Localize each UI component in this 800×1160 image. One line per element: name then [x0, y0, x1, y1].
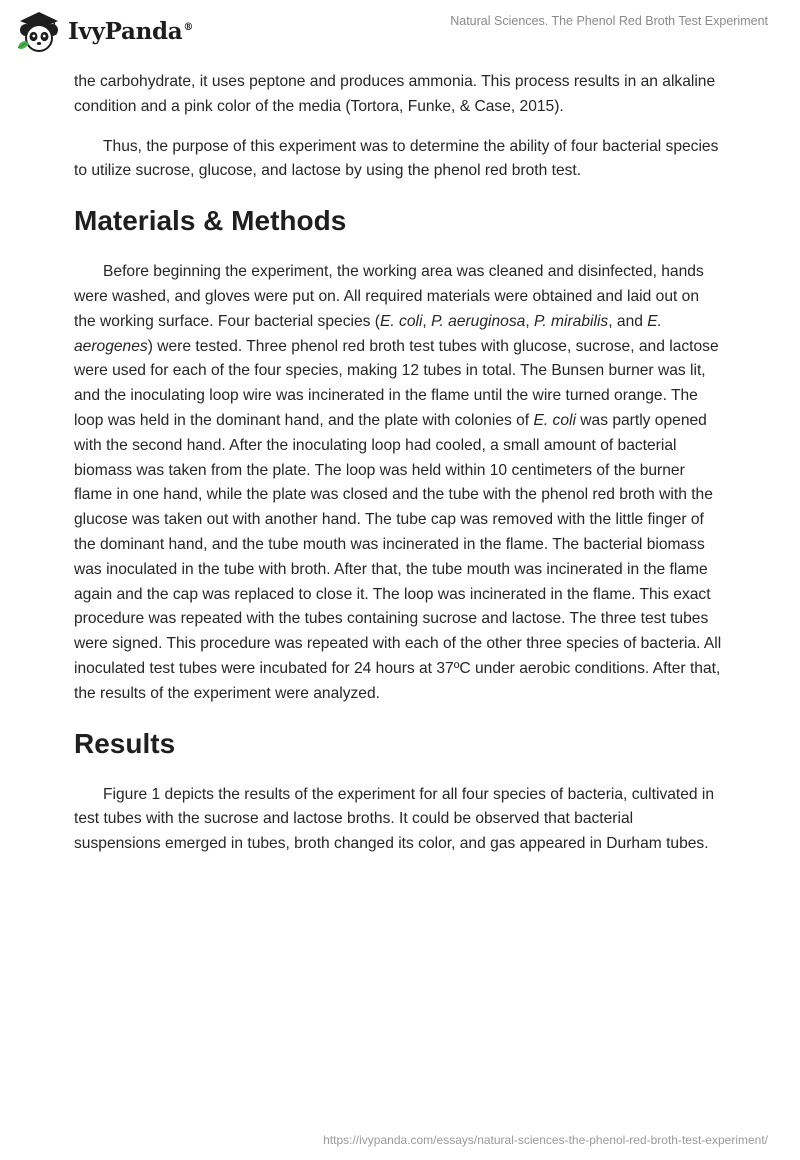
essay-content	[74, 70, 724, 857]
panda-graduate-icon	[14, 8, 64, 54]
purpose-paragraph: Thus, the purpose of this experiment was to determine the ability of four bacterial species to utilize sucrose, glucose, and lactose by using the phenol red broth test.	[74, 137, 719, 180]
species-name: E. coli	[379, 312, 423, 330]
results-paragraph: Figure 1 depicts the results of the experiment for all four species of bacteria, cultivated in test tubes with the sucrose and lactose broths. It could be observed that bacterial suspensions emerged in tubes, broth changed its color, and gas appeared in Durham tubes.	[74, 785, 715, 853]
document-title: Natural Sciences. The Phenol Red Broth Test Experiment	[450, 14, 768, 28]
methods-paragraph: Before beginning the experiment, the working area was cleaned and disinfected, hands were washed, and gloves were put on. All required materials were obtained and laid out on the working surface. Four bacterial species (E. coli, P. aeruginosa, P. mirabilis, and E. aerogenes) were tested. Three phenol red broth test tubes with glucose, sucrose, and lactose were used for each of the four species, making 12 tubes in total. The Bunsen burner was lit, and the inoculating loop wire was incinerated in the flame until the wire turned orange. The loop was held in the dominant hand, and the plate with colonies of E. coli was partly opened with the second hand. After the inoculating loop had cooled, a small amount of bacterial biomass was taken from the plate. The loop was held within 10 centimeters of the burner flame in one hand, while the plate was closed and the tube with the phenol red broth with the glucose was taken out with another hand. The tube cap was removed with the little finger of the dominant hand, and the tube mouth was incinerated in the flame. The bacterial biomass was inoculated in the tube with broth. After that, the tube mouth was incinerated in the flame again and the cap was replaced to close it. The loop was incinerated in the flame. This exact procedure was repeated with the tubes containing sucrose and lactose. The three test tubes were signed. This procedure was repeated with each of the other three species of bacteria. All inoculated test tubes were incubated for 24 hours at 37ºC under aerobic conditions. After that, the results of the experiment were analyzed.	[74, 263, 722, 702]
intro-paragraph-continued: the carbohydrate, it uses peptone and produces ammonia. This process results in an alkaline condition and a pink color of the media (Tortora, Funke, & Case, 2015).	[74, 73, 716, 115]
ivypanda-logo[interactable]	[14, 8, 193, 54]
logo-text: IvyPanda®	[68, 17, 194, 45]
species-name: P. aeruginosa	[431, 312, 526, 330]
species-name: E. aerogenes	[74, 312, 662, 355]
materials-methods-heading: Materials & Methods	[74, 205, 347, 237]
species-name: E. coli	[533, 411, 576, 429]
results-heading: Results	[74, 727, 176, 759]
species-name: P. mirabilis	[533, 312, 609, 330]
page-header	[0, 0, 800, 62]
source-url[interactable]: https://ivypanda.com/essays/natural-sciences-the-phenol-red-broth-test-experiment/	[323, 1133, 768, 1147]
